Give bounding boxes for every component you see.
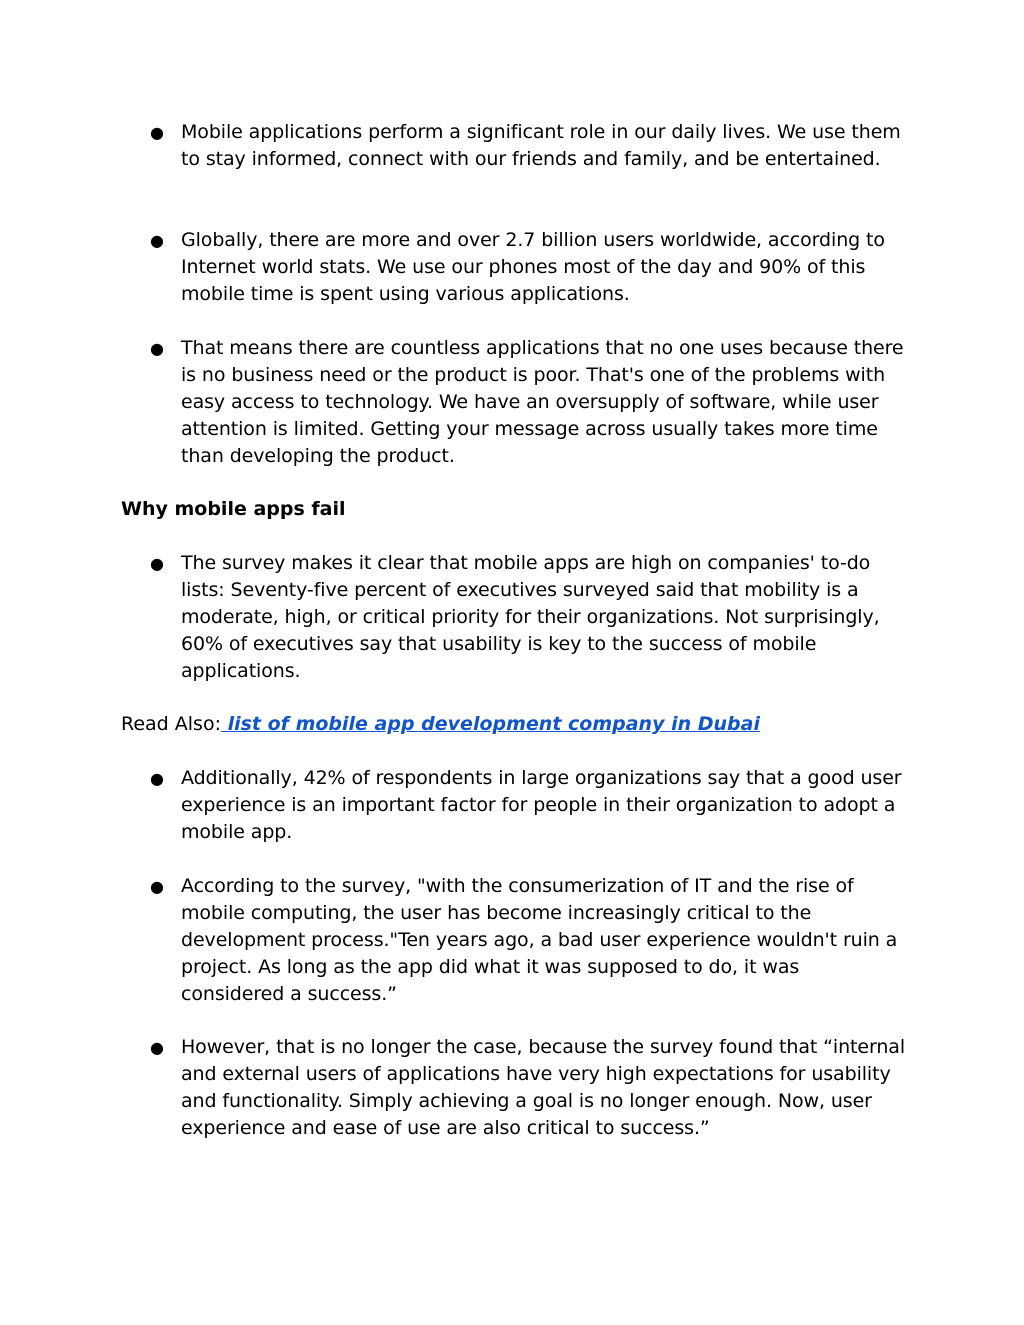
list-item: The survey makes it clear that mobile apps are high on companies' to-do lists: Seventy-five percent of executives surveyed said that mobility is a moderate, high, or critical priority for their organizations. Not surprisingly, 60% of executives say that usability is key to the success of mobile applications. <box>181 552 880 682</box>
bullet-icon: ● <box>150 1038 164 1057</box>
read-also-line <box>121 711 760 738</box>
bullet-icon: ● <box>150 231 164 250</box>
list-item: However, that is no longer the case, because the survey found that “internal and external users of applications have very high expectations for usability and functionality. Simply achieving a goal is no longer enough. Now, user experience and ease of use are also critical to success.” <box>181 1036 906 1139</box>
list-item: Globally, there are more and over 2.7 billion users worldwide, according to Internet world stats. We use our phones most of the day and 90% of this mobile time is spent using various applications. <box>181 229 885 305</box>
bullet-icon: ● <box>150 769 164 788</box>
bullet-icon: ● <box>150 123 164 142</box>
list-item: According to the survey, "with the consumerization of IT and the rise of mobile computing, the user has become increasingly critical to the development process."Ten years ago, a bad user experience wouldn't ruin a project. As long as the app did what it was supposed to do, it was considered a success.” <box>181 875 898 1005</box>
section-heading: Why mobile apps fail <box>121 498 346 520</box>
read-also-label: Read Also: <box>121 713 221 735</box>
bullet-icon: ● <box>150 339 164 358</box>
bullet-icon: ● <box>150 554 164 573</box>
list-item: That means there are countless applications that no one uses because there is no business need or the product is poor. That's one of the problems with easy access to technology. We have an oversupply of software, while user attention is limited. Getting your message across usually takes more time than developing the product. <box>181 337 904 467</box>
bullet-icon: ● <box>150 877 164 896</box>
read-also-link[interactable]: list of mobile app development company in Dubai <box>220 713 760 735</box>
list-item: Mobile applications perform a significant role in our daily lives. We use them to stay informed, connect with our friends and family, and be entertained. <box>181 121 901 170</box>
list-item: Additionally, 42% of respondents in large organizations say that a good user experience is an important factor for people in their organization to adopt a mobile app. <box>181 767 902 843</box>
